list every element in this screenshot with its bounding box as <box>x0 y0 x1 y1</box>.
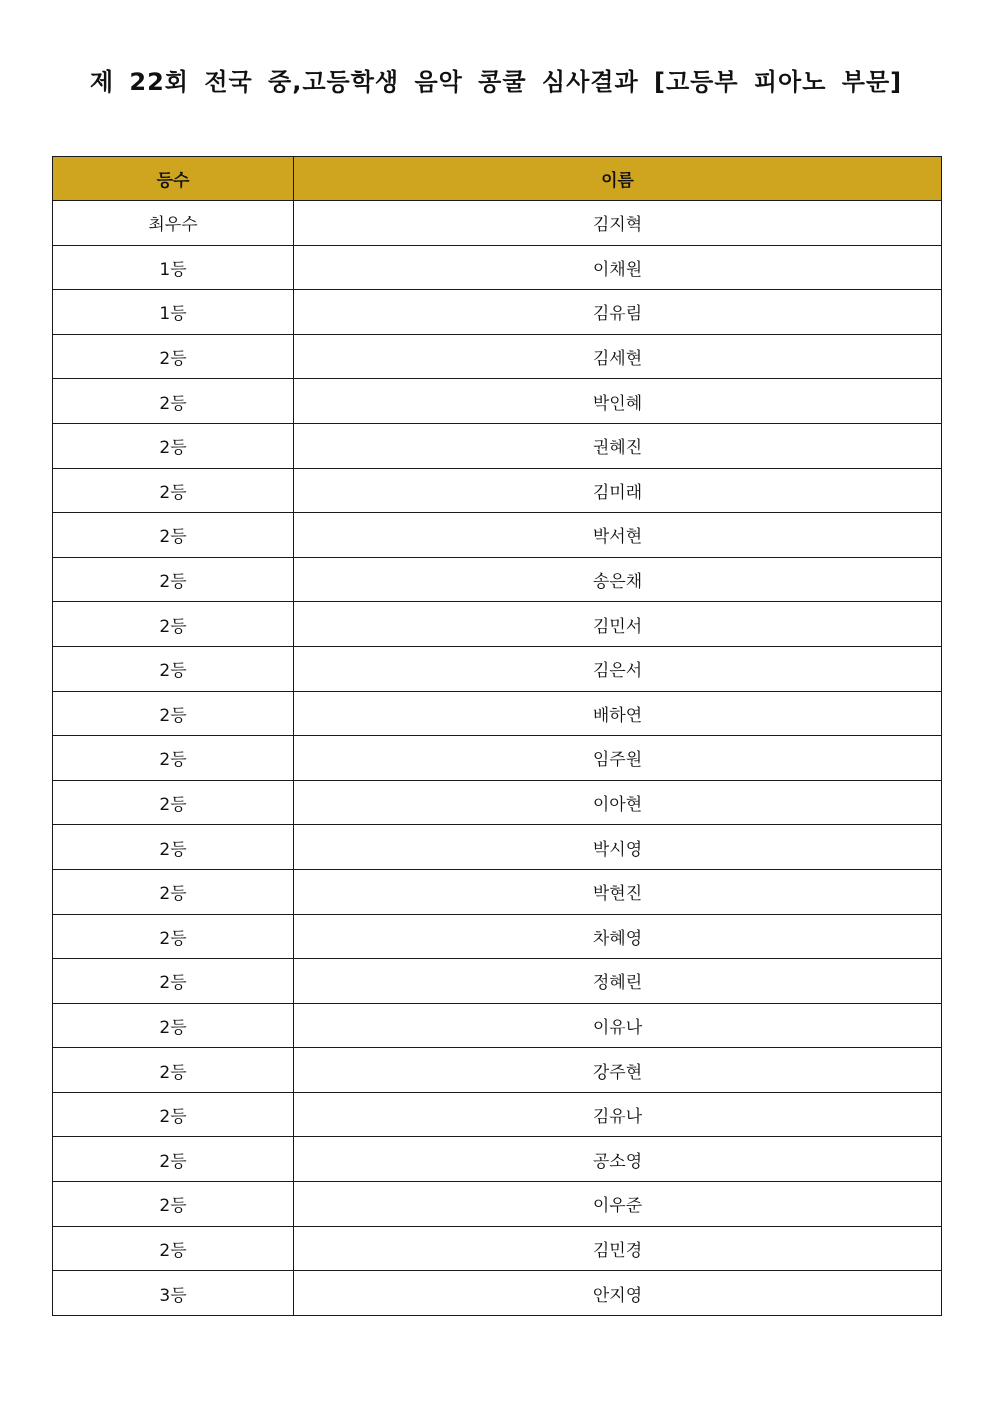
name-cell: 박시영 <box>294 825 942 870</box>
name-cell: 김유나 <box>294 1092 942 1137</box>
table-row <box>53 780 942 825</box>
table-header-row <box>53 157 942 201</box>
rank-cell: 2등 <box>53 869 294 914</box>
rank-cell: 2등 <box>53 1092 294 1137</box>
name-cell: 안지영 <box>294 1271 942 1316</box>
table-row <box>53 290 942 335</box>
name-cell: 이아현 <box>294 780 942 825</box>
table-row <box>53 245 942 290</box>
rank-cell: 2등 <box>53 379 294 424</box>
table-row <box>53 602 942 647</box>
name-cell: 권혜진 <box>294 423 942 468</box>
rank-cell: 2등 <box>53 646 294 691</box>
table-row <box>53 1092 942 1137</box>
name-cell: 박서현 <box>294 513 942 558</box>
name-cell: 김유림 <box>294 290 942 335</box>
name-cell: 김세현 <box>294 334 942 379</box>
rank-cell: 2등 <box>53 1226 294 1271</box>
rank-cell: 2등 <box>53 423 294 468</box>
rank-cell: 2등 <box>53 1137 294 1182</box>
name-cell: 송은채 <box>294 557 942 602</box>
table-row <box>53 468 942 513</box>
table-row <box>53 691 942 736</box>
column-header-rank: 등수 <box>53 157 294 201</box>
table-row <box>53 825 942 870</box>
rank-cell: 2등 <box>53 914 294 959</box>
document-title: 제 22회 전국 중,고등학생 음악 콩쿨 심사결과 [고등부 피아노 부문] <box>89 68 903 96</box>
table-row <box>53 201 942 246</box>
rank-cell: 2등 <box>53 1048 294 1093</box>
table-header <box>53 157 942 201</box>
rank-cell: 2등 <box>53 334 294 379</box>
table-row <box>53 1226 942 1271</box>
name-cell: 배하연 <box>294 691 942 736</box>
rank-cell: 최우수 <box>53 201 294 246</box>
name-cell: 김미래 <box>294 468 942 513</box>
table-row <box>53 379 942 424</box>
rank-cell: 2등 <box>53 736 294 781</box>
name-cell: 김민서 <box>294 602 942 647</box>
name-cell: 김은서 <box>294 646 942 691</box>
table-row <box>53 1137 942 1182</box>
table-row <box>53 334 942 379</box>
rank-cell: 2등 <box>53 1182 294 1227</box>
table-row <box>53 959 942 1004</box>
table-row <box>53 646 942 691</box>
results-table <box>52 156 942 1316</box>
table-row <box>53 1048 942 1093</box>
rank-cell: 2등 <box>53 513 294 558</box>
rank-cell: 2등 <box>53 1003 294 1048</box>
name-cell: 박인혜 <box>294 379 942 424</box>
name-cell: 공소영 <box>294 1137 942 1182</box>
rank-cell: 2등 <box>53 959 294 1004</box>
name-cell: 임주원 <box>294 736 942 781</box>
table-row <box>53 869 942 914</box>
name-cell: 김지혁 <box>294 201 942 246</box>
rank-cell: 3등 <box>53 1271 294 1316</box>
name-cell: 정혜린 <box>294 959 942 1004</box>
name-cell: 차혜영 <box>294 914 942 959</box>
table-row <box>53 914 942 959</box>
name-cell: 이유나 <box>294 1003 942 1048</box>
rank-cell: 2등 <box>53 557 294 602</box>
table-row <box>53 557 942 602</box>
name-cell: 이채원 <box>294 245 942 290</box>
name-cell: 김민경 <box>294 1226 942 1271</box>
name-cell: 강주현 <box>294 1048 942 1093</box>
rank-cell: 2등 <box>53 602 294 647</box>
table-row <box>53 1003 942 1048</box>
rank-cell: 2등 <box>53 825 294 870</box>
table-body <box>53 201 942 1316</box>
name-cell: 박현진 <box>294 869 942 914</box>
rank-cell: 1등 <box>53 290 294 335</box>
rank-cell: 1등 <box>53 245 294 290</box>
column-header-name: 이름 <box>294 157 942 201</box>
rank-cell: 2등 <box>53 468 294 513</box>
table-row <box>53 1271 942 1316</box>
table-row <box>53 1182 942 1227</box>
table-row <box>53 423 942 468</box>
table-row <box>53 513 942 558</box>
name-cell: 이우준 <box>294 1182 942 1227</box>
rank-cell: 2등 <box>53 780 294 825</box>
table-row <box>53 736 942 781</box>
rank-cell: 2등 <box>53 691 294 736</box>
